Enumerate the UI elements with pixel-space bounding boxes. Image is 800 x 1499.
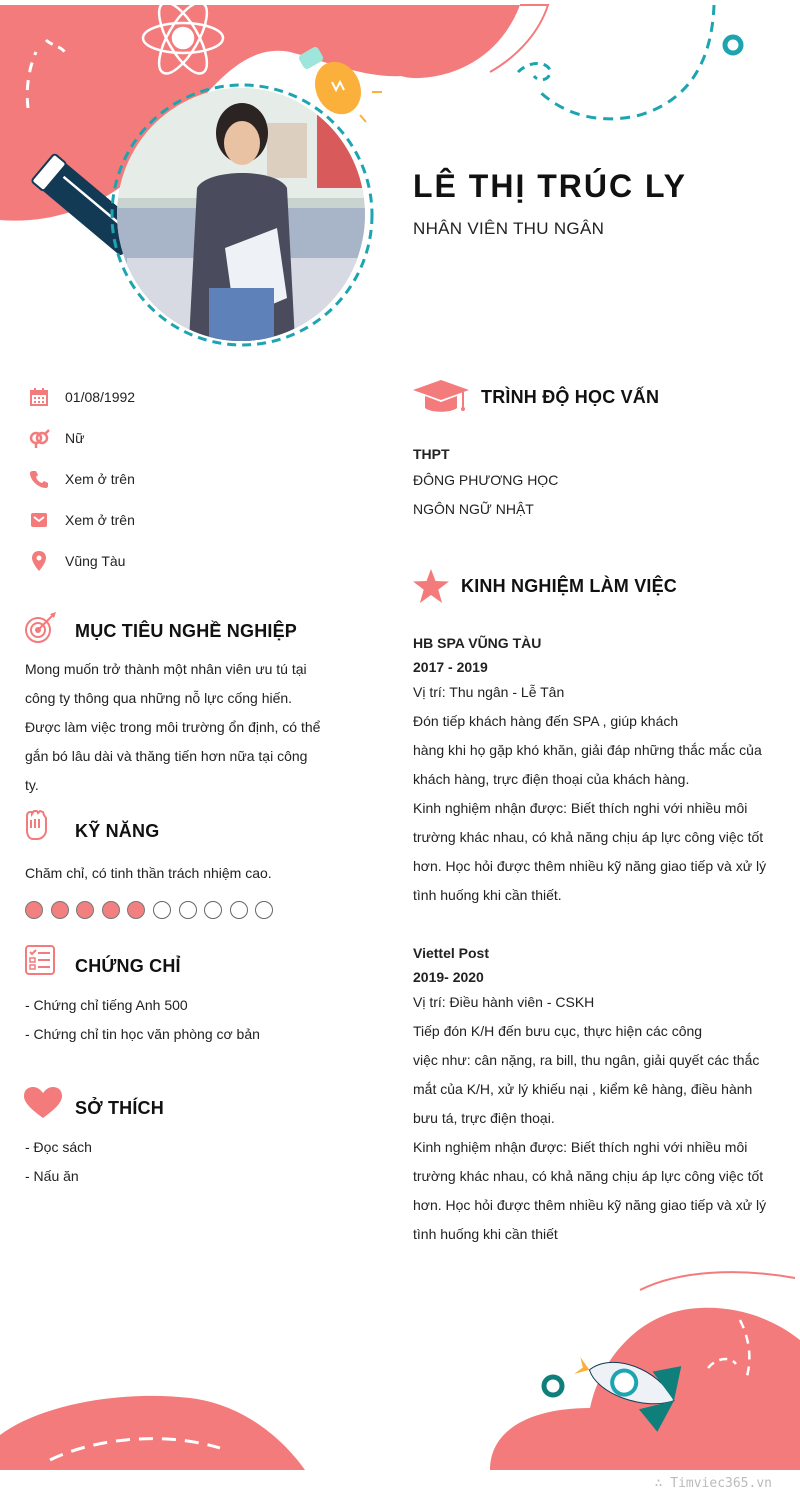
profile-photo — [117, 88, 365, 341]
job-description: Vị trí: Điều hành viên - CSKH Tiếp đón K/H đến bưu cục, thực hiện các công việc như: cân nặng, ra bill, thu ngân, giải quyết các thắc mắt của K/H, xử lý khiếu nại , kiểm kê hàng, điều hành bưu tá, trực điện thoại. Kinh nghiệm nhận được: Biết thích nghi với nhiều môi trường khác nhau, có khả năng chịu áp lực công việc tốt hơn. Học hỏi được thêm nhiều kỹ năng giao tiếp và xử lý tình huống khi cần thiết — [413, 994, 767, 1242]
certificate-item: - Chứng chỉ tin học văn phòng cơ bản — [25, 1026, 260, 1042]
rating-dot-filled — [102, 901, 120, 919]
birthdate-text: 01/08/1992 — [65, 389, 136, 405]
gender-text: Nữ — [65, 430, 85, 446]
rating-dot-filled — [76, 901, 94, 919]
rating-dot-filled — [51, 901, 69, 919]
experience-title: KINH NGHIỆM LÀM VIỆC — [461, 576, 678, 596]
hobbies-title: SỞ THÍCH — [75, 1098, 164, 1118]
contact-email — [28, 508, 135, 532]
location-text: Vũng Tàu — [65, 553, 126, 569]
job-period: 2017 - 2019 — [413, 659, 488, 675]
checklist-icon — [25, 945, 57, 982]
graduation-cap-icon — [413, 378, 469, 421]
education-line: NGÔN NGỮ NHẬT — [413, 501, 534, 517]
rating-dot-empty — [179, 901, 197, 919]
fist-icon — [24, 810, 48, 845]
contact-location — [28, 549, 126, 573]
candidate-name: LÊ THỊ TRÚC LY — [413, 168, 687, 204]
education-school: THPT — [413, 446, 450, 462]
job-company: HB SPA VŨNG TÀU — [413, 635, 542, 651]
education-line: ĐÔNG PHƯƠNG HỌC — [413, 472, 559, 488]
email-text: Xem ở trên — [65, 512, 135, 528]
objective-title: MỤC TIÊU NGHỀ NGHIỆP — [75, 621, 298, 641]
contact-birthdate — [28, 385, 136, 409]
phone-text: Xem ở trên — [65, 471, 135, 487]
footer-decoration — [0, 1260, 800, 1470]
skills-title: KỸ NĂNG — [75, 821, 160, 841]
rating-dot-filled — [127, 901, 145, 919]
skill-rating — [25, 901, 273, 919]
watermark: ∴ Timviec365.vn — [654, 1476, 772, 1491]
job-title: NHÂN VIÊN THU NGÂN — [413, 219, 605, 238]
job-description: Vị trí: Thu ngân - Lễ Tân Đón tiếp khách hàng đến SPA , giúp khách hàng khi họ gặp khó khăn, giải đáp những thắc mắc của khách hàng, trực điện thoại của khách hàng. Kinh nghiệm nhận được: Biết thích nghi với nhiều môi trường khác nhau, có khả năng chịu áp lực công việc tốt hơn. Học hỏi được thêm nhiều kỹ năng giao tiếp và xử lý tình huống khi cần thiết. — [413, 684, 767, 903]
gender-icon — [28, 427, 50, 449]
job-company: Viettel Post — [413, 945, 489, 961]
location-icon — [28, 550, 50, 572]
rating-dot-empty — [204, 901, 222, 919]
phone-icon — [28, 468, 50, 490]
email-icon — [28, 509, 50, 531]
rating-dot-empty — [153, 901, 171, 919]
certificate-item: - Chứng chỉ tiếng Anh 500 — [25, 997, 188, 1013]
heart-icon — [24, 1087, 62, 1124]
contact-gender — [28, 426, 85, 450]
calendar-icon — [28, 386, 50, 408]
job-period: 2019- 2020 — [413, 969, 484, 985]
education-title: TRÌNH ĐỘ HỌC VẤN — [481, 387, 660, 407]
rating-dot-empty — [230, 901, 248, 919]
skills-text: Chăm chỉ, có tinh thần trách nhiệm cao. — [25, 865, 272, 881]
hobby-item: - Đọc sách — [25, 1139, 92, 1155]
certificates-title: CHỨNG CHỈ — [75, 956, 181, 976]
rating-dot-empty — [255, 901, 273, 919]
contact-phone — [28, 467, 135, 491]
hobby-item: - Nấu ăn — [25, 1168, 79, 1184]
objective-text: Mong muốn trở thành một nhân viên ưu tú tại công ty thông qua những nỗ lực cống hiến. Được làm việc trong môi trường ổn định, có thể gắn bó lâu dài và thăng tiến hơn nữa tại công ty. — [25, 661, 321, 793]
star-icon — [413, 569, 449, 608]
target-icon — [24, 612, 58, 649]
rating-dot-filled — [25, 901, 43, 919]
